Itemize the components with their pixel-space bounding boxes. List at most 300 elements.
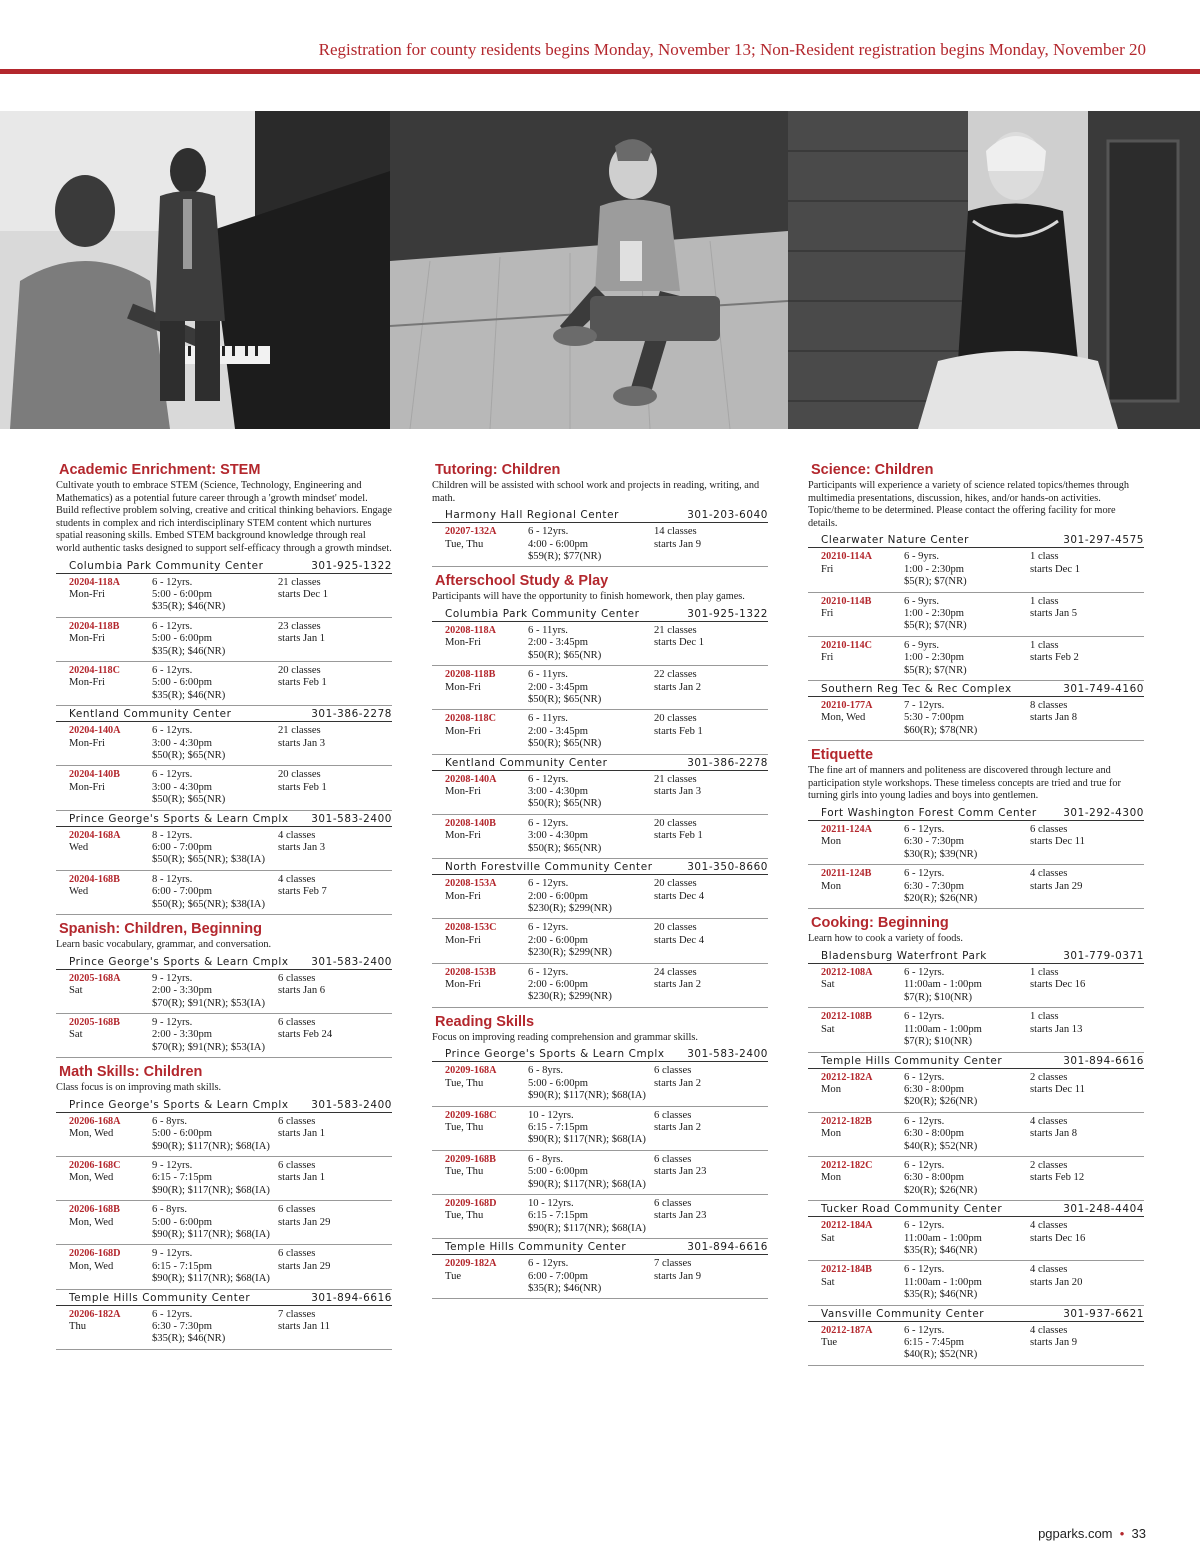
course-fee: $35(R); $46(NR)	[152, 601, 226, 613]
course-day: Tue, Thu	[445, 1166, 484, 1178]
course-time: 2:00 - 3:45pm	[528, 637, 589, 649]
course-time: 2:00 - 3:30pm	[152, 985, 213, 997]
course-schedule-cell	[1030, 1072, 1144, 1109]
section-title: Afterschool Study & Play	[435, 573, 609, 590]
course-time: 2:00 - 6:00pm	[528, 934, 589, 946]
course-classes: 20 classes	[654, 922, 697, 934]
course-time: 5:00 - 6:00pm	[152, 677, 213, 689]
course-code: 20212-182C	[821, 1159, 873, 1171]
course-detail-cell	[528, 878, 654, 915]
course-classes: 4 classes	[1030, 868, 1068, 880]
course-fee: $90(R); $117(NR); $68(IA)	[528, 1178, 646, 1190]
course-detail-cell	[528, 922, 654, 959]
course-classes: 1 class	[1030, 1011, 1059, 1023]
course-classes: 20 classes	[654, 817, 697, 829]
course-classes: 2 classes	[1030, 1159, 1068, 1171]
course-classes: 1 class	[1030, 639, 1059, 651]
course-code: 20208-153B	[445, 966, 496, 978]
course-start: starts Dec 1	[654, 637, 705, 649]
course-detail-cell	[904, 640, 1030, 677]
course-start: starts Jan 1	[278, 1172, 326, 1184]
course-code: 20209-168B	[445, 1153, 496, 1165]
location-phone: 301-894-6616	[1063, 1054, 1144, 1067]
course-code-cell	[821, 700, 904, 737]
location-header	[432, 507, 768, 523]
course-detail-cell	[904, 967, 1030, 1004]
course-code-cell	[69, 830, 152, 867]
course-start: starts Jan 3	[278, 842, 326, 854]
page-footer	[1038, 1526, 1146, 1541]
course-day: Thu	[69, 1321, 87, 1332]
course-classes: 20 classes	[278, 769, 321, 781]
course-start: starts Dec 11	[1030, 1083, 1085, 1095]
course-age: 6 - 12yrs.	[904, 1324, 945, 1336]
course-day: Sat	[821, 1232, 835, 1244]
course-code-cell	[69, 621, 152, 658]
course-age: 7 - 12yrs.	[904, 700, 945, 712]
course-day: Mon-Fri	[445, 830, 481, 842]
course-fee: $90(R); $117(NR); $68(IA)	[152, 1228, 270, 1240]
course-time: 6:15 - 7:45pm	[904, 1337, 965, 1348]
course-time: 1:00 - 2:30pm	[904, 608, 965, 619]
location-header	[56, 1097, 392, 1113]
course-code: 20204-118A	[69, 576, 120, 588]
course-code-cell	[821, 640, 904, 677]
course-start: starts Jan 2	[654, 1121, 702, 1133]
course-schedule-cell	[654, 1065, 768, 1102]
course-time: 3:00 - 4:30pm	[528, 786, 589, 798]
header-rule	[0, 69, 1200, 74]
course-code: 20204-168B	[69, 873, 120, 885]
course-age: 9 - 12yrs.	[152, 1159, 193, 1171]
course-code: 20204-140B	[69, 769, 120, 781]
course-fee: $7(R); $10(NR)	[904, 1036, 972, 1048]
course-fee: $50(R); $65(NR)	[528, 842, 602, 854]
course-code: 20205-168B	[69, 1016, 120, 1028]
course-age: 6 - 12yrs.	[152, 620, 193, 632]
course-age: 6 - 12yrs.	[152, 665, 193, 676]
course-schedule-cell	[654, 774, 768, 811]
course-row	[808, 964, 1144, 1008]
course-classes: 6 classes	[278, 1016, 316, 1028]
course-classes: 21 classes	[654, 625, 697, 636]
location-name: Columbia Park Community Center	[445, 608, 640, 620]
course-day: Mon, Wed	[69, 1172, 114, 1184]
course-code: 20210-114B	[821, 595, 872, 607]
course-classes: 1 class	[1030, 967, 1059, 979]
course-schedule-cell	[278, 1160, 392, 1197]
course-day: Sat	[69, 985, 83, 997]
course-start: starts Jan 8	[1030, 712, 1078, 724]
course-code-cell	[69, 1116, 152, 1153]
course-schedule-cell	[278, 973, 392, 1010]
course-schedule-cell	[654, 1258, 768, 1295]
course-age: 6 - 12yrs.	[904, 967, 945, 979]
course-age: 6 - 9yrs.	[904, 551, 940, 563]
location-header	[432, 606, 768, 622]
course-fee: $35(R); $46(NR)	[904, 1289, 978, 1301]
course-schedule-cell	[654, 922, 768, 959]
course-detail-cell	[528, 1258, 654, 1295]
location-name: Prince George's Sports & Learn Cmplx	[445, 1048, 665, 1061]
course-time: 11:00am - 1:00pm	[904, 979, 982, 991]
location-phone: 301-925-1322	[687, 608, 768, 620]
course-code: 20212-182A	[821, 1071, 873, 1083]
location-header	[808, 948, 1144, 964]
course-start: starts Jan 5	[1030, 608, 1078, 619]
course-detail-cell	[904, 1325, 1030, 1362]
course-age: 6 - 12yrs.	[904, 1115, 945, 1127]
course-fee: $40(R); $52(NR)	[904, 1349, 978, 1361]
section-description: Class focus is on improving math skills.	[56, 1082, 222, 1094]
section-title: Tutoring: Children	[435, 462, 561, 478]
location-phone: 301-297-4575	[1063, 534, 1144, 547]
course-age: 9 - 12yrs.	[152, 1016, 193, 1028]
course-fee: $30(R); $39(NR)	[904, 848, 978, 860]
program-section	[56, 921, 392, 1058]
section-title: Science: Children	[811, 462, 934, 478]
course-start: starts Jan 9	[654, 538, 702, 550]
course-time: 6:30 - 8:00pm	[904, 1083, 965, 1095]
location-name: Kentland Community Center	[69, 708, 232, 721]
course-row	[56, 722, 392, 766]
course-time: 11:00am - 1:00pm	[904, 1232, 982, 1244]
course-code-cell	[445, 922, 528, 959]
course-classes: 6 classes	[278, 1159, 316, 1171]
course-detail-cell	[152, 621, 278, 658]
course-age: 6 - 12yrs.	[152, 576, 193, 588]
course-start: starts Feb 1	[654, 725, 703, 737]
column-right	[808, 462, 1144, 1372]
course-age: 6 - 12yrs.	[152, 1308, 193, 1320]
course-schedule-cell	[1030, 1160, 1144, 1197]
course-fee: $59(R); $77(NR)	[528, 551, 602, 562]
section-title: Spanish: Children, Beginning	[59, 921, 262, 938]
course-row	[808, 1008, 1144, 1052]
location-header	[432, 755, 768, 771]
course-detail-cell	[904, 700, 1030, 737]
course-row	[56, 1014, 392, 1058]
section-title: Reading Skills	[435, 1013, 535, 1030]
course-row	[432, 1062, 768, 1106]
course-day: Tue, Thu	[445, 538, 484, 550]
course-fee: $90(R); $117(NR); $68(IA)	[528, 1222, 646, 1234]
course-start: starts Dec 16	[1030, 979, 1086, 991]
section-title: Etiquette	[811, 747, 874, 764]
program-section	[432, 1014, 768, 1300]
course-day: Mon-Fri	[69, 781, 105, 793]
course-row	[808, 548, 1144, 592]
course-age: 6 - 12yrs.	[904, 1264, 945, 1276]
course-code: 20206-168A	[69, 1115, 121, 1127]
location-phone: 301-583-2400	[311, 812, 392, 825]
course-start: starts Jan 9	[654, 1270, 702, 1282]
location-phone: 301-386-2278	[311, 708, 392, 721]
course-day: Wed	[69, 886, 89, 898]
course-detail-cell	[528, 713, 654, 750]
location-phone: 301-248-4404	[1063, 1203, 1144, 1216]
course-detail-cell	[152, 1248, 278, 1285]
course-row	[808, 697, 1144, 741]
course-fee: $90(R); $117(NR); $68(IA)	[528, 1134, 646, 1146]
course-age: 9 - 12yrs.	[152, 1248, 193, 1260]
course-time: 4:00 - 6:00pm	[528, 538, 589, 550]
section-description: Learn how to cook a variety of foods.	[808, 933, 963, 945]
section-title: Academic Enrichment: STEM	[59, 462, 261, 478]
course-age: 6 - 12yrs.	[904, 1159, 945, 1171]
course-code: 20211-124A	[821, 824, 872, 836]
course-fee: $5(R); $7(NR)	[904, 664, 967, 676]
location-phone: 301-386-2278	[687, 756, 768, 769]
section-description: Participants will have the opportunity to finish homework, then play games.	[432, 591, 745, 603]
course-classes: 23 classes	[278, 620, 321, 632]
course-fee: $50(R); $65(NR)	[528, 798, 602, 810]
course-detail-cell	[152, 1116, 278, 1153]
course-fee: $40(R); $52(NR)	[904, 1140, 978, 1152]
course-start: starts Jan 3	[654, 786, 702, 798]
course-start: starts Jan 1	[278, 633, 326, 645]
course-code: 20210-114C	[821, 639, 872, 651]
course-schedule-cell	[278, 1309, 392, 1346]
course-fee: $35(R); $46(NR)	[904, 1244, 978, 1256]
program-section	[56, 462, 392, 915]
course-classes: 6 classes	[278, 1115, 316, 1127]
course-code-cell	[69, 725, 152, 762]
course-day: Sat	[821, 1276, 835, 1288]
course-age: 10 - 12yrs.	[528, 1198, 574, 1209]
course-classes: 14 classes	[654, 526, 697, 538]
course-fee: $50(R); $65(NR)	[528, 649, 602, 661]
course-detail-cell	[528, 669, 654, 706]
course-schedule-cell	[1030, 640, 1144, 677]
course-row	[432, 1195, 768, 1239]
course-classes: 6 classes	[278, 972, 316, 984]
course-start: starts Dec 1	[1030, 563, 1081, 575]
course-schedule-cell	[654, 1110, 768, 1147]
course-start: starts Jan 23	[654, 1166, 707, 1178]
course-code-cell	[821, 824, 904, 861]
location-phone: 301-292-4300	[1063, 807, 1144, 820]
course-age: 6 - 12yrs.	[904, 1220, 945, 1232]
course-fee: $5(R); $7(NR)	[904, 620, 967, 632]
course-start: starts Jan 9	[1030, 1337, 1078, 1348]
course-code: 20212-108B	[821, 1011, 872, 1023]
course-code-cell	[821, 1160, 904, 1197]
course-start: starts Jan 8	[1030, 1128, 1078, 1140]
course-time: 6:00 - 7:00pm	[528, 1270, 589, 1282]
course-row	[808, 1217, 1144, 1261]
course-row	[56, 1157, 392, 1201]
course-day: Sat	[821, 979, 835, 991]
course-detail-cell	[528, 1110, 654, 1147]
course-classes: 6 classes	[654, 1065, 692, 1077]
course-classes: 8 classes	[1030, 700, 1068, 712]
course-code-cell	[821, 551, 904, 588]
course-day: Mon-Fri	[445, 890, 481, 902]
course-code: 20208-118B	[445, 669, 496, 681]
course-detail-cell	[152, 665, 278, 702]
course-time: 5:00 - 6:00pm	[152, 633, 213, 645]
course-day: Mon, Wed	[821, 712, 866, 724]
course-start: starts Feb 12	[1030, 1172, 1085, 1184]
course-age: 6 - 12yrs.	[904, 824, 945, 836]
course-time: 6:15 - 7:15pm	[528, 1121, 589, 1133]
course-code: 20208-118C	[445, 713, 496, 725]
course-schedule-cell	[654, 967, 768, 1004]
course-fee: $70(R); $91(NR); $53(IA)	[152, 1041, 265, 1053]
course-code-cell	[821, 868, 904, 905]
course-time: 2:00 - 3:45pm	[528, 725, 589, 737]
course-row	[56, 766, 392, 810]
course-schedule-cell	[278, 621, 392, 658]
location-header	[808, 532, 1144, 548]
course-code-cell	[445, 1258, 528, 1295]
course-start: starts Jan 29	[1030, 880, 1083, 892]
course-detail-cell	[904, 596, 1030, 633]
course-classes: 4 classes	[1030, 1220, 1068, 1232]
course-schedule-cell	[654, 818, 768, 855]
course-age: 6 - 12yrs.	[152, 769, 193, 781]
section-title: Cooking: Beginning	[811, 915, 949, 932]
course-age: 6 - 12yrs.	[528, 922, 569, 934]
course-code: 20210-177A	[821, 700, 873, 712]
section-description: Participants will experience a variety of science related topics/themes through multimedia presentations, discussion, hikes, and/or hands-on activities. Topic/theme to be determined. Please contact the offering facility for more details.	[808, 480, 1130, 529]
course-start: starts Jan 2	[654, 1077, 702, 1089]
course-day: Tue, Thu	[445, 1210, 484, 1222]
course-detail-cell	[904, 868, 1030, 905]
course-code-cell	[445, 967, 528, 1004]
course-code-cell	[821, 1116, 904, 1153]
course-code: 20211-124B	[821, 868, 872, 880]
course-row	[808, 637, 1144, 681]
course-schedule-cell	[278, 1017, 392, 1054]
course-schedule-cell	[278, 1116, 392, 1153]
course-detail-cell	[528, 967, 654, 1004]
course-code: 20205-168A	[69, 972, 121, 984]
course-day: Mon-Fri	[445, 934, 481, 946]
course-day: Sat	[821, 1023, 835, 1035]
course-code-cell	[821, 1325, 904, 1362]
course-age: 6 - 12yrs.	[528, 966, 569, 978]
course-schedule-cell	[1030, 868, 1144, 905]
location-name: Kentland Community Center	[445, 756, 608, 769]
column-middle	[432, 462, 768, 1305]
program-section	[808, 462, 1144, 741]
course-fee: $230(R); $299(NR)	[528, 991, 612, 1003]
course-row	[432, 1255, 768, 1299]
course-age: 6 - 12yrs.	[528, 773, 569, 785]
location-name: Tucker Road Community Center	[821, 1203, 1003, 1216]
course-schedule-cell	[654, 625, 768, 662]
course-schedule-cell	[654, 526, 768, 563]
course-fee: $5(R); $7(NR)	[904, 576, 967, 588]
course-code-cell	[69, 874, 152, 911]
course-day: Tue, Thu	[445, 1121, 484, 1133]
course-classes: 20 classes	[654, 713, 697, 725]
course-fee: $20(R); $26(NR)	[904, 893, 978, 905]
course-age: 6 - 12yrs.	[152, 725, 193, 737]
section-description: The fine art of manners and politeness are discovered through lecture and participation style workshops. These timeless concepts are tried and true for turning girls into young ladies and boys into gentlemen.	[808, 765, 1121, 802]
course-code-cell	[445, 669, 528, 706]
course-fee: $35(R); $46(NR)	[152, 689, 226, 701]
course-detail-cell	[152, 1017, 278, 1054]
course-row	[808, 1322, 1144, 1366]
course-code: 20208-118A	[445, 625, 496, 636]
course-fee: $20(R); $26(NR)	[904, 1096, 978, 1108]
course-start: starts Dec 16	[1030, 1232, 1086, 1244]
location-header	[432, 1046, 768, 1062]
course-age: 9 - 12yrs.	[152, 972, 193, 984]
course-fee: $230(R); $299(NR)	[528, 947, 612, 959]
course-row	[432, 666, 768, 710]
course-time: 6:00 - 7:00pm	[152, 842, 213, 854]
course-detail-cell	[528, 1154, 654, 1191]
course-row	[56, 970, 392, 1014]
course-row	[808, 1113, 1144, 1157]
location-header	[56, 1290, 392, 1306]
location-header	[432, 1239, 768, 1255]
course-day: Mon-Fri	[69, 737, 105, 749]
course-classes: 2 classes	[1030, 1071, 1068, 1083]
course-row	[56, 1201, 392, 1245]
course-schedule-cell	[1030, 551, 1144, 588]
course-classes: 6 classes	[278, 1248, 316, 1260]
course-detail-cell	[152, 1309, 278, 1346]
course-time: 6:30 - 7:30pm	[904, 836, 965, 848]
course-time: 6:30 - 8:00pm	[904, 1172, 965, 1184]
location-name: Fort Washington Forest Comm Center	[821, 807, 1037, 820]
course-schedule-cell	[278, 830, 392, 867]
section-description: Children will be assisted with school work and projects in reading, writing, and math.	[432, 480, 760, 504]
section-description: Learn basic vocabulary, grammar, and conversation.	[56, 939, 272, 951]
course-schedule-cell	[278, 665, 392, 702]
course-start: starts Feb 1	[278, 677, 327, 689]
course-row	[808, 1069, 1144, 1113]
location-phone: 301-749-4160	[1063, 683, 1144, 696]
course-time: 6:15 - 7:15pm	[528, 1210, 589, 1222]
course-day: Mon	[821, 836, 842, 848]
course-detail-cell	[904, 551, 1030, 588]
course-code: 20207-132A	[445, 526, 497, 538]
location-header	[56, 706, 392, 722]
course-detail-cell	[904, 1011, 1030, 1048]
location-header	[56, 811, 392, 827]
course-fee: $7(R); $10(NR)	[904, 991, 972, 1003]
location-name: Bladensburg Waterfront Park	[821, 950, 987, 963]
course-code-cell	[69, 769, 152, 806]
page-header	[0, 0, 1200, 70]
course-schedule-cell	[1030, 1116, 1144, 1153]
course-code-cell	[821, 1072, 904, 1109]
program-section	[808, 747, 1144, 909]
course-start: starts Feb 1	[654, 830, 703, 842]
course-time: 5:30 - 7:00pm	[904, 712, 965, 724]
course-fee: $20(R); $26(NR)	[904, 1184, 978, 1196]
course-classes: 6 classes	[654, 1153, 692, 1165]
location-name: Temple Hills Community Center	[445, 1241, 627, 1254]
course-row	[432, 964, 768, 1008]
location-phone: 301-583-2400	[687, 1048, 768, 1061]
course-schedule-cell	[1030, 596, 1144, 633]
course-code-cell	[821, 596, 904, 633]
course-day: Fri	[821, 563, 834, 575]
photo-strip	[0, 111, 1200, 429]
course-schedule-cell	[654, 1198, 768, 1235]
location-name: Vansville Community Center	[821, 1307, 985, 1320]
course-classes: 1 class	[1030, 551, 1059, 563]
location-header	[808, 681, 1144, 697]
course-day: Mon, Wed	[69, 1260, 114, 1272]
